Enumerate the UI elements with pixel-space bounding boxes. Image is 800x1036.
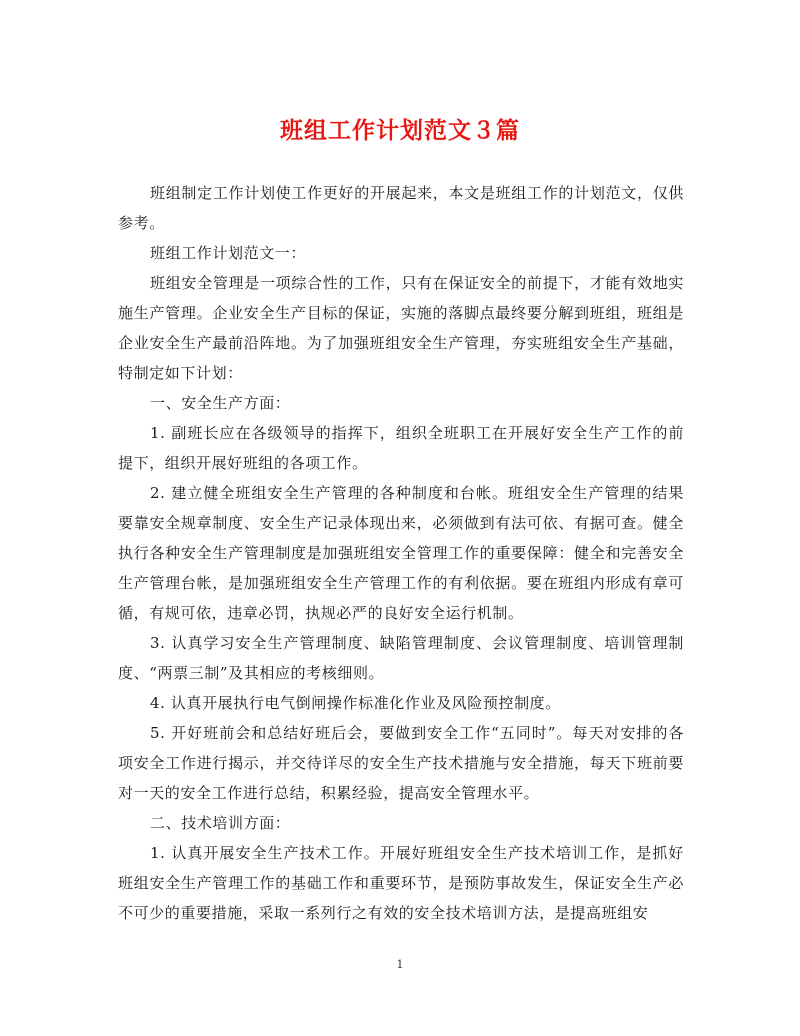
section-heading-safety: 一、安全生产方面： <box>150 394 291 412</box>
section-heading-training: 二、技术培训方面： <box>150 814 291 832</box>
list-item: 5. 开好班前会和总结好班后会，要做到安全工作“五同时”。每天对安排的各项安全工作进行揭示，并交待详尽的安全生产技术措施与安全措施，每天下班前要对一天的安全工作进行总结，积累经验，提高安全管理水平。 <box>118 724 684 802</box>
body-paragraph: 班组安全管理是一项综合性的工作，只有在保证安全的前提下，才能有效地实施生产管理。企业安全生产目标的保证，实施的落脚点最终要分解到班组，班组是企业安全生产最前沿阵地。为了加强班组安全生产管理，夯实班组安全生产基础，特制定如下计划： <box>118 274 684 382</box>
section-heading-sample-one: 班组工作计划范文一： <box>150 244 307 262</box>
list-item: 2. 建立健全班组安全生产管理的各种制度和台帐。班组安全生产管理的结果要靠安全规章制度、安全生产记录体现出来，必须做到有法可依、有据可查。健全执行各种安全生产管理制度是加强班组安全管理工作的重要保障：健全和完善安全生产管理台帐，是加强班组安全生产管理工作的有利依据。要在班组内形成有章可循，有规可依，违章必罚，执规必严的良好安全运行机制。 <box>118 484 684 622</box>
list-item: 3. 认真学习安全生产管理制度、缺陷管理制度、会议管理制度、培训管理制度、“两票三制”及其相应的考核细则。 <box>118 634 684 682</box>
list-item: 4. 认真开展执行电气倒闸操作标准化作业及风险预控制度。 <box>150 694 561 712</box>
document-body <box>118 178 684 928</box>
list-item: 1. 认真开展安全生产技术工作。开展好班组安全生产技术培训工作，是抓好班组安全生产管理工作的基础工作和重要环节，是预防事故发生，保证安全生产必不可少的重要措施，采取一系列行之有效的安全技术培训方法，是提高班组安 <box>118 844 684 922</box>
document-title: 班组工作计划范文３篇 <box>280 117 520 144</box>
list-item: 1. 副班长应在各级领导的指挥下，组织全班职工在开展好安全生产工作的前提下，组织开展好班组的各项工作。 <box>118 424 684 472</box>
intro-paragraph: 班组制定工作计划使工作更好的开展起来，本文是班组工作的计划范文，仅供参考。 <box>118 184 684 232</box>
page-number: 1 <box>396 958 404 971</box>
